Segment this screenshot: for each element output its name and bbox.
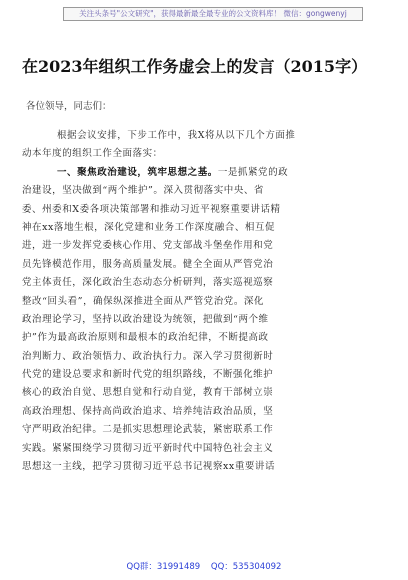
paragraph-line: 党主体责任，深化政治生态动态分析研判，落实巡视巡察: [22, 277, 274, 289]
paragraph-line: 守严明政治纪律。二是抓实思想理论武装，紧密联系工作: [22, 424, 274, 436]
qq-number: QQ：535304092: [210, 562, 282, 572]
paragraph-line: 进，进一步发挥党委核心作用、党支部战斗堡垒作用和党: [22, 240, 274, 252]
promo-banner: [63, 7, 363, 21]
paragraph-line: 代党的建设总要求和新时代党的组织路线，不断强化维护: [22, 369, 274, 381]
paragraph-line: 护”作为最高政治原则和最根本的政治纪律，不断提高政: [22, 332, 269, 344]
paragraph-line: 根据会议安排，下步工作中，我X将从以下几个方面推: [57, 130, 296, 141]
paragraph-line: 员先锋模范作用，服务高质量发展。健全全面从严管党治: [22, 258, 274, 270]
paragraph-line: 实践。紧紧围绕学习贯彻习近平新时代中国特色社会主义: [22, 442, 274, 454]
paragraph-line: 整改“回头看”，确保纵深推进全面从严管党治党。深化: [22, 295, 264, 307]
paragraph-line: 治建设，坚决做到“两个维护”。深入贯彻落实中央、省: [22, 185, 264, 197]
section-heading-line: [22, 164, 386, 182]
promo-banner-text: 关注头条号"公文研究"，获得最新最全最专业的公文资料库！ 微信：gongwenyj: [79, 9, 347, 18]
section-heading: 一、聚焦政治建设，筑牢思想之基。: [57, 166, 218, 178]
paragraph-line: 思想这一主线，把学习贯彻习近平总书记视察xx重要讲话: [22, 461, 276, 473]
paragraph-line: 治判断力、政治领悟力、政治执行力。深入学习贯彻新时: [22, 350, 274, 362]
document-title: 在2023年组织工作务虚会上的发言（2015字）: [22, 57, 368, 76]
greeting: 各位领导，同志们：: [26, 101, 112, 112]
paragraph-line: 政治理论学习，坚持以政治建设为统领，把做到“两个维: [22, 313, 269, 325]
paragraph-line: 委、州委和X委各项决策部署和推动习近平视察重要讲话精: [22, 203, 281, 215]
document-body: [22, 127, 386, 476]
paragraph-line: 高政治理想、保持高尚政治追求、培养纯洁政治品质，坚: [22, 405, 274, 417]
paragraph-line: 神在xx落地生根，深化党建和业务工作深度融合、相互促: [22, 221, 276, 233]
paragraph-line: 核心的政治自觉、思想自觉和行动自觉，教育干部树立崇: [22, 387, 274, 399]
paragraph-line: 动本年度的组织工作全面落实：: [22, 148, 163, 160]
qq-group-number: QQ群：31991489: [126, 562, 201, 572]
section-heading-rest: 一是抓紧党的政: [217, 166, 289, 178]
footer-contact: [0, 560, 408, 572]
